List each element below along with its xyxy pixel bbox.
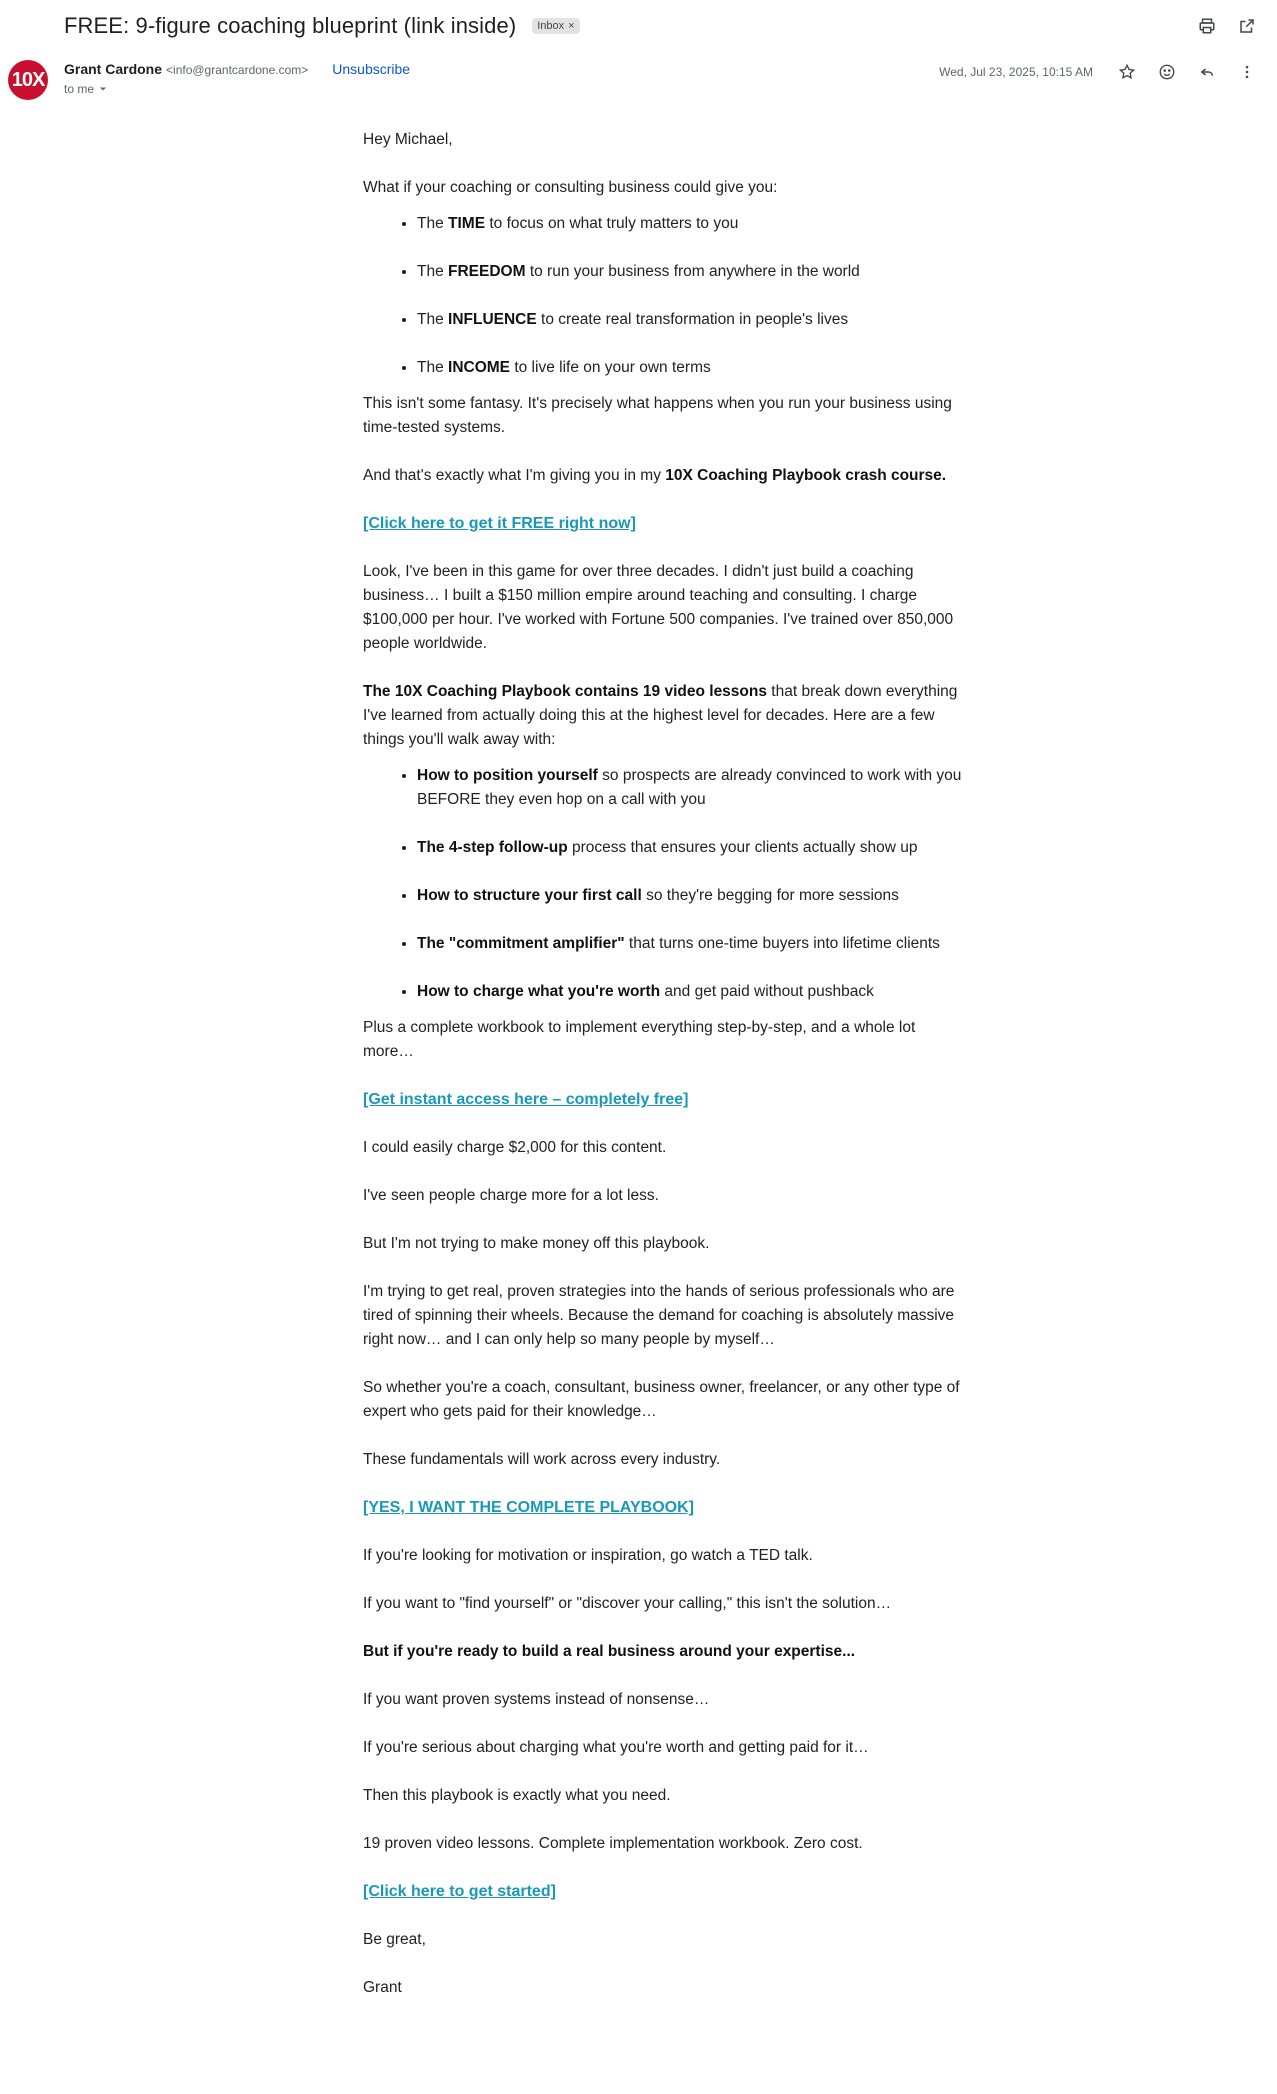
list-item: • How to charge what you're worth and get paid without pushback	[417, 980, 968, 1004]
remove-label-icon[interactable]: ×	[568, 20, 575, 32]
paragraph: I could easily charge $2,000 for this content.	[363, 1139, 667, 1156]
print-icon[interactable]	[1195, 14, 1219, 38]
paragraph: 19 proven video lessons. Complete implementation workbook. Zero cost.	[363, 1835, 863, 1852]
paragraph: So whether you're a coach, consultant, business owner, freelancer, or any other type of expert who gets paid for their knowledge…	[363, 1379, 960, 1420]
list-item: • The INFLUENCE to create real transformation in people's lives	[417, 308, 968, 332]
benefits-list	[363, 212, 968, 380]
paragraph: Plus a complete workbook to implement everything step-by-step, and a whole lot more…	[363, 1019, 916, 1060]
avatar-text: 10X	[11, 68, 45, 91]
reply-icon[interactable]	[1195, 60, 1219, 84]
paragraph: But I'm not trying to make money off this playbook.	[363, 1235, 710, 1252]
star-icon[interactable]	[1115, 60, 1139, 84]
paragraph: But if you're ready to build a real business around your expertise...	[363, 1643, 856, 1660]
sender-email: <info@grantcardone.com>	[166, 63, 309, 77]
closing: Be great,	[363, 1931, 426, 1948]
label-text: Inbox	[537, 20, 565, 32]
email-date: Wed, Jul 23, 2025, 10:15 AM	[939, 65, 1093, 79]
paragraph: Then this playbook is exactly what you need.	[363, 1787, 671, 1804]
top-actions	[1195, 14, 1259, 38]
inbox-label-chip[interactable]	[532, 18, 579, 34]
message-meta	[939, 60, 1259, 84]
recipient-details[interactable]	[64, 82, 108, 96]
signature: Grant	[363, 1979, 402, 1996]
chevron-down-icon[interactable]	[98, 84, 108, 94]
more-options-icon[interactable]	[1235, 60, 1259, 84]
sender-avatar[interactable]	[8, 60, 48, 100]
sender-name[interactable]: Grant Cardone	[64, 61, 163, 77]
list-item: • The 4-step follow-up process that ensures your clients actually show up	[417, 836, 968, 860]
intro-text: What if your coaching or consulting business could give you:	[363, 179, 778, 196]
unsubscribe-link[interactable]: Unsubscribe	[332, 61, 411, 77]
list-item: • The "commitment amplifier" that turns one-time buyers into lifetime clients	[417, 932, 968, 956]
list-item: • How to structure your first call so they're begging for more sessions	[417, 884, 968, 908]
paragraph: These fundamentals will work across every industry.	[363, 1451, 721, 1468]
subject-row	[64, 12, 1257, 40]
cta-link-free[interactable]: [Click here to get it FREE right now]	[363, 515, 636, 532]
cta-link-complete-playbook[interactable]: [YES, I WANT THE COMPLETE PLAYBOOK]	[363, 1499, 694, 1516]
paragraph: I've seen people charge more for a lot less.	[363, 1187, 659, 1204]
list-item: • The FREEDOM to run your business from anywhere in the world	[417, 260, 968, 284]
paragraph: If you want to "find yourself" or "discover your calling," this isn't the solution…	[363, 1595, 892, 1612]
sender-row	[64, 61, 410, 77]
list-item: • The TIME to focus on what truly matters to you	[417, 212, 968, 236]
lessons-list	[363, 764, 968, 1004]
paragraph: If you're serious about charging what you're worth and getting paid for it…	[363, 1739, 869, 1756]
paragraph: If you're looking for motivation or inspiration, go watch a TED talk.	[363, 1547, 813, 1564]
paragraph: Look, I've been in this game for over three decades. I didn't just build a coaching business… I built a $150 million empire around teaching and consulting. I charge $100,000 per hour. I've worked with Fortune 500 companies. I've trained over 850,000 people worldwide.	[363, 563, 954, 652]
greeting: Hey Michael,	[363, 131, 453, 148]
paragraph: And that's exactly what I'm giving you in my 10X Coaching Playbook crash course.	[363, 467, 947, 484]
list-item: • How to position yourself so prospects are already convinced to work with you BEFORE they even hop on a call with you	[417, 764, 968, 812]
paragraph: I'm trying to get real, proven strategies into the hands of serious professionals who are tired of spinning their wheels. Because the demand for coaching is absolutely massive right now… and I can only help so many people by myself…	[363, 1283, 955, 1348]
list-item: • The INCOME to live life on your own terms	[417, 356, 968, 380]
paragraph: If you want proven systems instead of nonsense…	[363, 1691, 710, 1708]
cta-link-instant-access[interactable]: [Get instant access here – completely free]	[363, 1091, 689, 1108]
emoji-reaction-icon[interactable]	[1155, 60, 1179, 84]
email-body	[363, 128, 968, 2024]
paragraph: The 10X Coaching Playbook contains 19 video lessons that break down everything I've learned from actually doing this at the highest level for decades. Here are a few things you'll walk away with:	[363, 683, 958, 748]
open-in-new-window-icon[interactable]	[1235, 14, 1259, 38]
to-me-text: to me	[64, 82, 95, 96]
email-subject: FREE: 9-figure coaching blueprint (link inside)	[64, 13, 517, 38]
paragraph: This isn't some fantasy. It's precisely what happens when you run your business using time-tested systems.	[363, 395, 952, 436]
cta-link-get-started[interactable]: [Click here to get started]	[363, 1883, 556, 1900]
